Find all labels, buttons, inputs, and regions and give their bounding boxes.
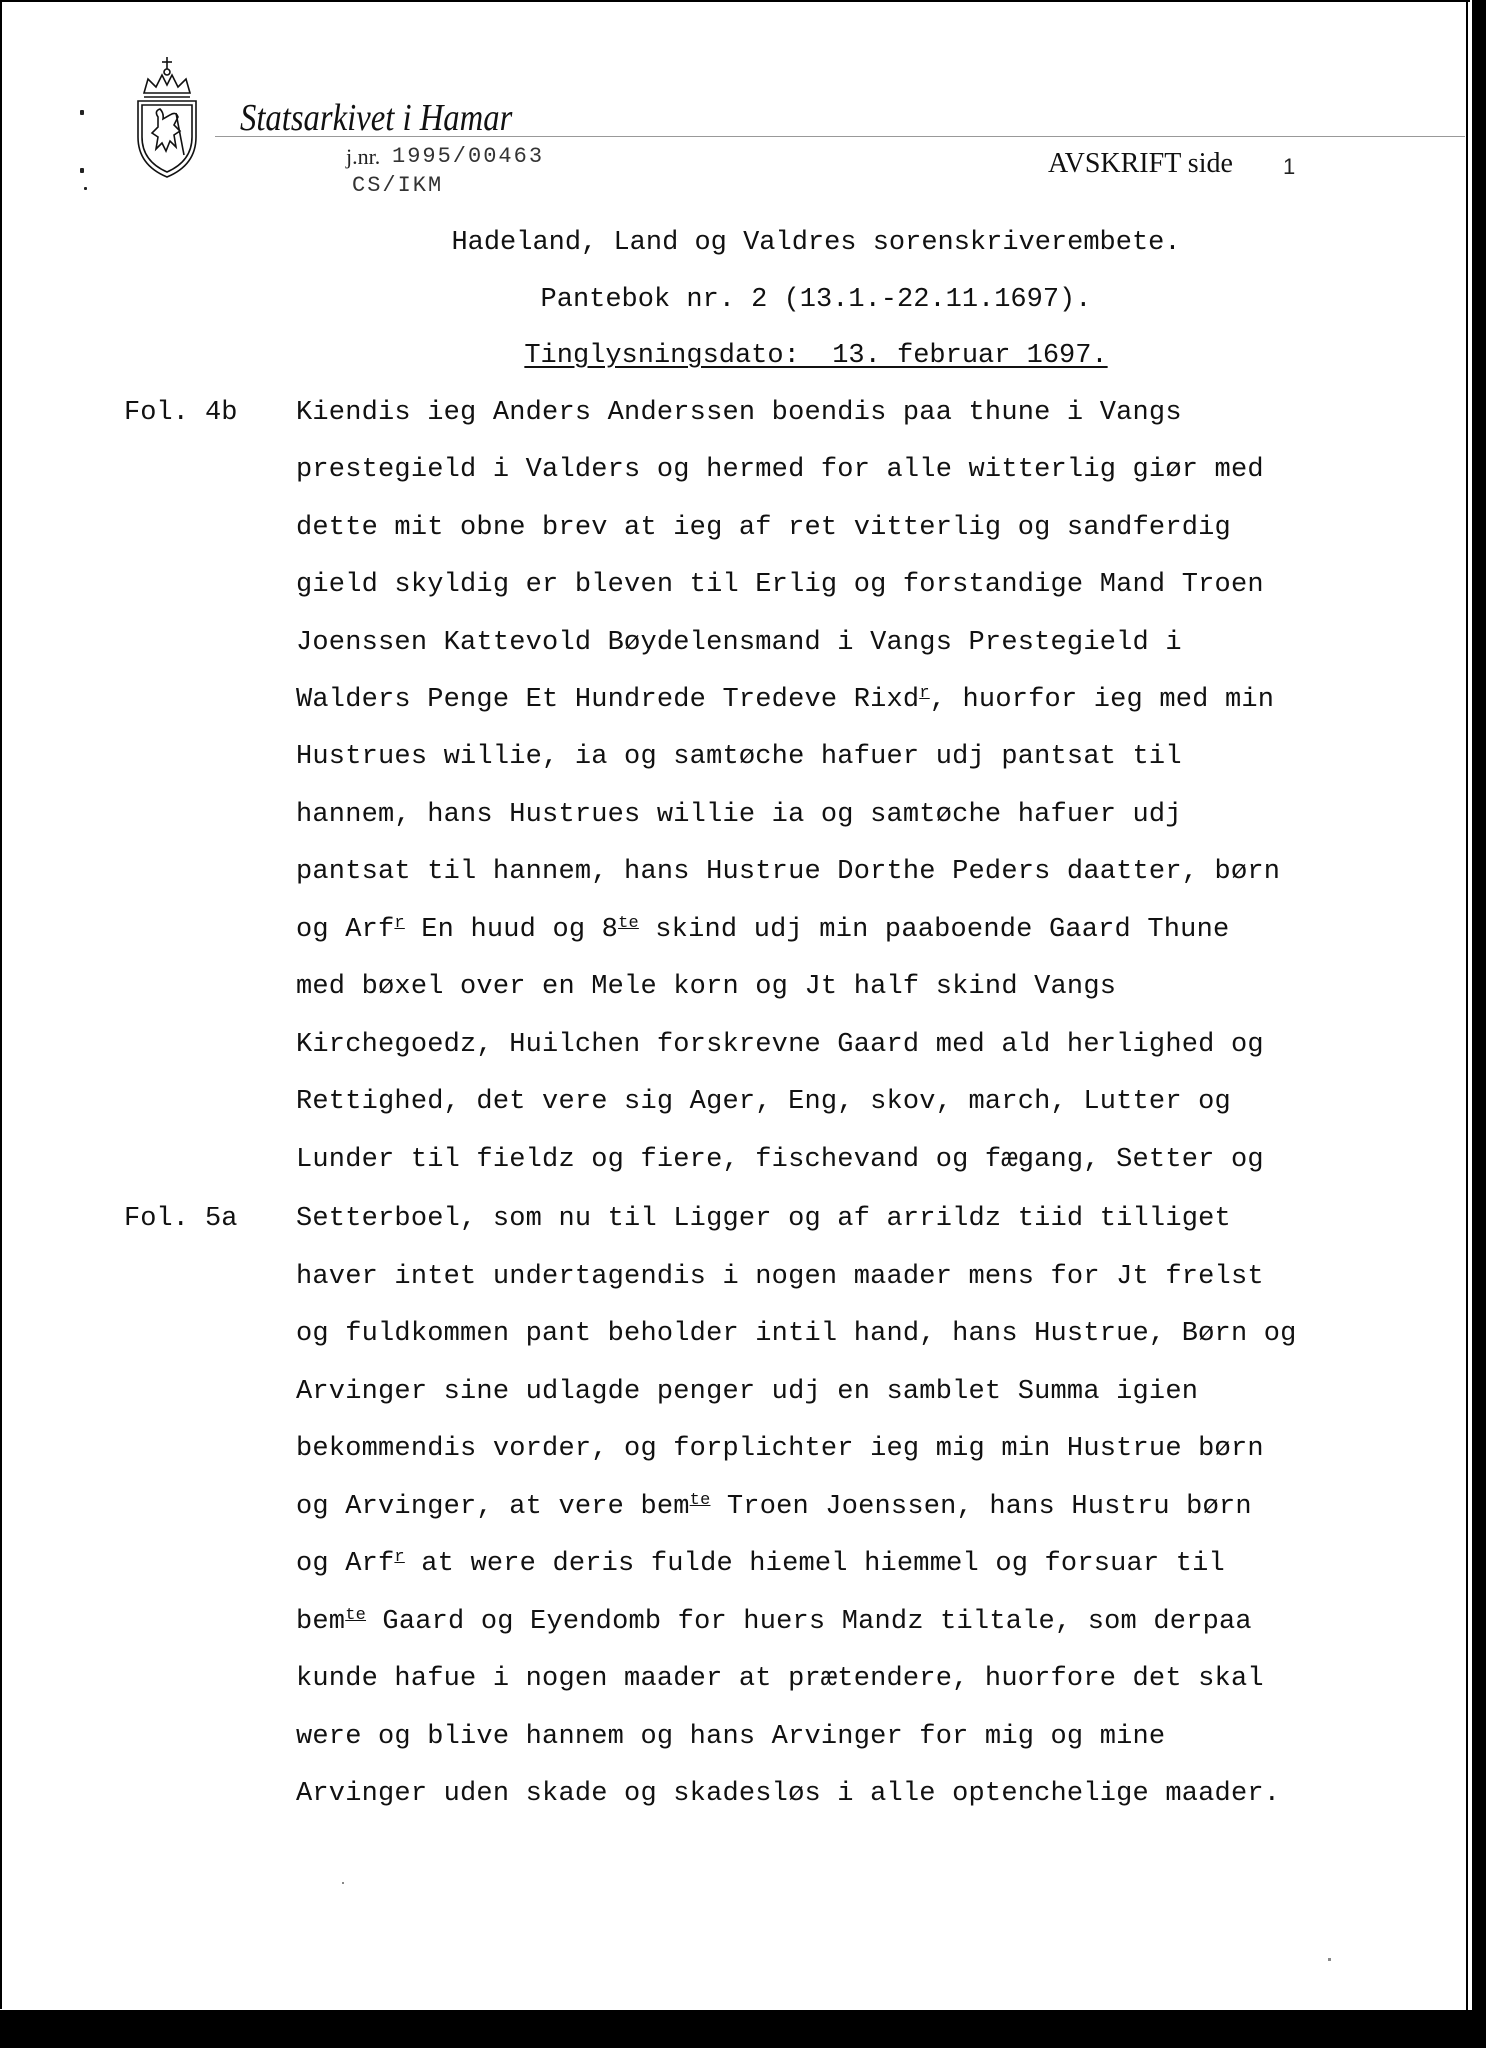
archive-name: Statsarkivet i Hamar (240, 97, 513, 139)
registration-date-title (0, 341, 1472, 371)
text-line: Rettighed, det vere sig Ager, Eng, skov, march, Lutter og (296, 1087, 1231, 1117)
text-line (296, 915, 1229, 945)
journal-number-label: j.nr. (346, 144, 381, 169)
text-line: Lunder til fieldz og fiere, fischevand og fægang, Setter og (296, 1145, 1264, 1175)
margin-mark (84, 187, 87, 190)
text-line (296, 1492, 1252, 1522)
text-line: hannem, hans Hustrues willie ia og samtøche hafuer udj (296, 800, 1182, 830)
text-segment: at were deris fulde hiemel hiemmel og forsuar til (404, 1549, 1225, 1579)
text-line: gield skyldig er bleven til Erlig og forstandige Mand Troen (296, 570, 1264, 600)
text-line: prestegield i Valders og hermed for alle witterlig giør med (296, 455, 1264, 485)
superscript-abbreviation: te (345, 1606, 367, 1625)
text-line: Kiendis ieg Anders Anderssen boendis paa thune i Vangs (296, 398, 1182, 428)
transcript-label: AVSKRIFT side (1048, 148, 1233, 179)
text-line: Arvinger uden skade og skadesløs i alle optenchelige maader. (296, 1779, 1281, 1809)
text-segment: Gaard og Eyendomb for huers Mandz tiltale, som derpaa (366, 1607, 1252, 1637)
clerk-initials: CS/IKM (352, 173, 444, 198)
superscript-abbreviation: r (394, 914, 405, 933)
text-line: Hustrues willie, ia og samtøche hafuer udj pantsat til (296, 742, 1182, 772)
folio-marker: Fol. 5a (124, 1204, 238, 1234)
journal-number-value: 1995/00463 (392, 144, 545, 169)
text-line: og fuldkommen pant beholder intil hand, hans Hustrue, Børn og (296, 1319, 1297, 1349)
text-segment: skind udj min paaboende Gaard Thune (638, 915, 1230, 945)
text-segment: og Arf (296, 1549, 395, 1579)
text-segment: og Arvinger, at vere bem (296, 1492, 690, 1522)
scan-speck (342, 1882, 344, 1884)
office-title: Hadeland, Land og Valdres sorenskriverembete. (451, 228, 1181, 258)
text-segment: , huorfor ieg med min (929, 685, 1275, 715)
text-segment: og Arf (296, 915, 395, 945)
text-line: kunde hafue i nogen maader at prætendere, huorfore det skal (296, 1664, 1264, 1694)
text-segment: En huud og 8 (404, 915, 619, 945)
text-segment: Troen Joenssen, hans Hustru børn (710, 1492, 1252, 1522)
text-segment: Walders Penge Et Hundrede Tredeve Rixd (296, 685, 920, 715)
folio-marker: Fol. 4b (124, 398, 238, 428)
text-line (296, 1549, 1225, 1579)
superscript-abbreviation: te (618, 914, 639, 933)
text-line: Arvinger sine udlagde penger udj en samblet Summa igien (296, 1377, 1199, 1407)
superscript-abbreviation: te (689, 1491, 711, 1510)
text-line: Joenssen Kattevold Bøydelensmand i Vangs Prestegield i (296, 628, 1182, 658)
text-line: dette mit obne brev at ieg af ret vitterlig og sandferdig (296, 513, 1231, 543)
margin-mark (80, 110, 84, 115)
text-line: haver intet undertagendis i nogen maader mens for Jt frelst (296, 1262, 1264, 1292)
text-line: Kirchegoedz, Huilchen forskrevne Gaard med ald herlighed og (296, 1030, 1264, 1060)
text-line: med bøxel over en Mele korn og Jt half skind Vangs (296, 972, 1117, 1002)
registration-date-text: Tinglysningsdato: 13. februar 1697. (524, 341, 1108, 371)
text-line: bekommendis vorder, og forplichter ieg mig min Hustrue børn (296, 1434, 1264, 1464)
text-line (296, 685, 1274, 715)
superscript-abbreviation: r (919, 684, 930, 703)
superscript-abbreviation: r (394, 1548, 405, 1567)
text-line (296, 1607, 1252, 1637)
book-title: Pantebok nr. 2 (13.1.-22.11.1697). (540, 285, 1092, 315)
text-line: Setterboel, som nu til Ligger og af arrildz tiid tilliget (296, 1204, 1231, 1234)
text-line: were og blive hannem og hans Arvinger for mig og mine (296, 1722, 1166, 1752)
text-line: pantsat til hannem, hans Hustrue Dorthe Peders daatter, børn (296, 857, 1281, 887)
text-segment: bem (296, 1607, 346, 1637)
norwegian-coat-of-arms-icon (130, 55, 204, 180)
page-number: 1 (1283, 154, 1296, 179)
scan-speck (1328, 1958, 1331, 1961)
margin-mark (80, 168, 84, 173)
